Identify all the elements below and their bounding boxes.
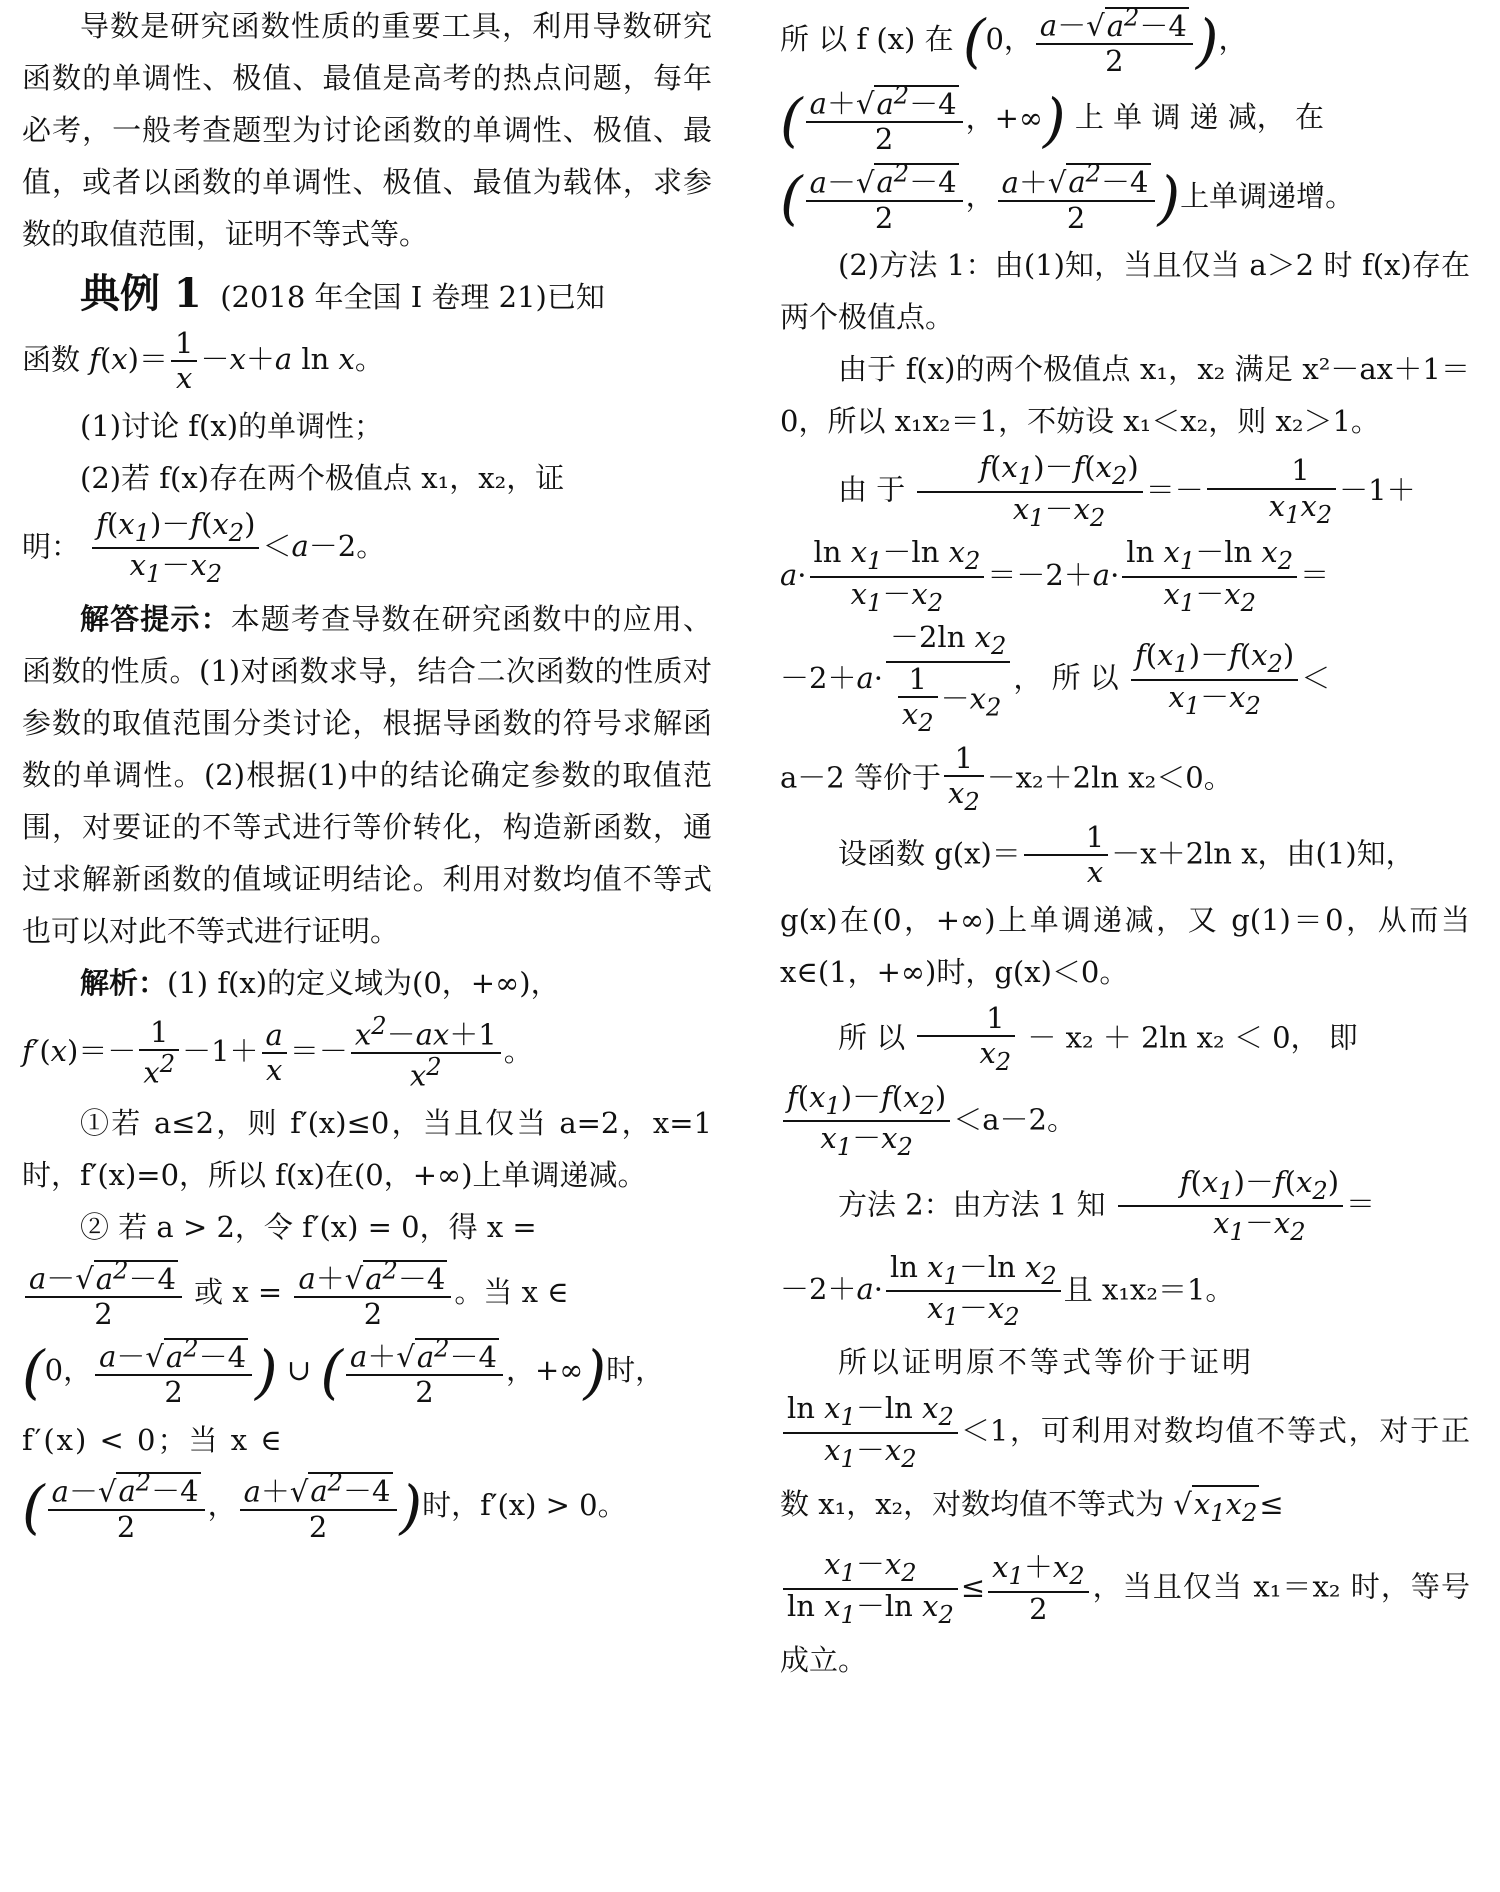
- increasing-text: 上单调递增。: [1180, 178, 1355, 213]
- hint-text: 本题考查导数在研究函数中的应用、函数的性质。(1)对函数求导，结合二次函数的性质对参数的取值范围分类讨论，根据导函数的符号求解函数的单调性。(2)根据(1)中的结论确定参数的取值范围，对要证的不等式进行等价转化，构造新函数，通过求解新函数的值域证明结论。利用对数均值不等式也可以对此不等式进行证明。: [22, 601, 712, 948]
- target-inequality: $\frac{f(x_1)-f(x_2)}{x_1-x_2}$ ＜a－2。: [89, 529, 385, 563]
- method-1-roots: 由于 f(x)的两个极值点 x₁，x₂ 满足 x²－ax＋1＝0，所以 x₁x₂＝1，不妨设 x₁＜x₂，则 x₂＞1。: [780, 352, 1470, 439]
- method-1-equiv-end: －x₂＋2ln x₂＜0。: [986, 760, 1233, 795]
- so-f-in: 所 以 f (x) 在 (0， $\frac{a-√a^2-4}{2}$ )，: [780, 3, 1248, 78]
- method-2-intro: 方法 2：由方法 1 知 $\frac{f(x_1)-f(x_2)}{x_1-x_2}$ ＝: [838, 1164, 1376, 1247]
- case-2-prefix: ② 若 a > 2，令 f′(x) = 0，得 x =: [80, 1209, 537, 1244]
- method-2-inequality-chain: $\frac{x_1-x_2}{\ln x_1-\ln x_2}$ ≤ $\frac{x_1+x_2}{2}$ ，当且仅当 x₁＝x₂ 时，等号成立。: [780, 1547, 1470, 1678]
- method-2-log-mean-text: ＜1，可利用对数均值不等式，对于正数 x₁，x₂，对数均值不等式为: [780, 1413, 1470, 1522]
- analysis-line: [22, 957, 712, 1009]
- intro-paragraph: 导数是研究函数性质的重要工具，利用导数研究函数的单调性、极值、最值是高考的热点问题，每年必考，一般考查题型为讨论函数的单调性、极值、最值，或者以函数的单调性、极值、最值为载体，求参数的取值范围，证明不等式等。: [22, 9, 712, 251]
- method-1-final-label: 所 以: [838, 1020, 906, 1055]
- method-1-expansion: 由 于 $\frac{f(x_1)-f(x_2)}{x_1-x_2}$ ＝－ $\frac{1}{x_1x_2}$ －1＋: [838, 450, 1416, 532]
- case-1: ①若 a≤2，则 f′(x)≤0，当且仅当 a=2，x=1 时，f′(x)=0，所以 f(x)在(0，+∞)上单调递减。: [22, 1105, 712, 1192]
- case-2-when: 。当 x ∈: [454, 1275, 569, 1310]
- example-header: [22, 268, 712, 323]
- method-2-equality: ，当且仅当 x₁＝x₂ 时，等号成立。: [780, 1569, 1470, 1678]
- analysis-text: (1) f(x)的定义域为(0，+∞)，: [167, 965, 560, 1000]
- case-2-or: 或 x =: [194, 1275, 283, 1310]
- decreasing-text: 上 单 调 递 减， 在: [1074, 100, 1324, 135]
- hint-label: 解答提示：: [80, 601, 231, 636]
- method-1-expansion-2: a· $\frac{\ln x_1-\ln x_2}{x_1-x_2}$ ＝－2＋a· $\frac{\ln x_1-\ln x_2}{x_1-x_2}$ ＝: [780, 535, 1330, 617]
- method-1-so: 所 以: [1051, 660, 1119, 695]
- analysis-label: 解析：: [80, 965, 168, 1000]
- case-2-decreasing-interval: (0， $\frac{a-√a^2-4}{2}$ ) ∪ ( $\frac{a+√a^2-4}{2}$ ，+∞)时，: [22, 1334, 665, 1410]
- method-1-intro: (2)方法 1：由(1)知，当且仅当 a＞2 时 f(x)存在两个极值点。: [780, 248, 1470, 335]
- case-2-increasing-interval: ( $\frac{a-√a^2-4}{2}$ ， $\frac{a+√a^2-4}{2}$ )时，f′(x) > 0。: [22, 1468, 627, 1544]
- method-1-equivalence: a－2 等价于 $\frac{1}{x_2}$ －x₂＋2ln x₂＜0。: [780, 740, 1233, 817]
- method-2-and: 且 x₁x₂＝1。: [1063, 1272, 1235, 1307]
- method-1-due: 由 于: [838, 472, 906, 507]
- left-column: [22, 0, 712, 1548]
- so-f-in-text: 所 以 f (x) 在: [780, 22, 954, 57]
- problem-statement: [22, 327, 712, 396]
- method-1-g-end: －x＋2ln x，由(1)知，: [1111, 836, 1415, 871]
- derivative-formula: f′(x)＝－ $\frac{1}{x^2}$ －1＋ $\frac{a}{x}$ ＝－ $\frac{x^2-ax+1}{x^2}$ 。: [22, 1011, 533, 1093]
- method-1-equiv: a－2 等价于: [780, 760, 941, 795]
- method-2-expression: －2＋a· $\frac{\ln x_1-\ln x_2}{x_1-x_2}$ 且 x₁x₂＝1。: [780, 1249, 1235, 1332]
- hint-paragraph: [22, 593, 712, 957]
- decreasing-line: ( $\frac{a+√a^2-4}{2}$ ，+∞) 上 单 调 递 减， 在: [780, 81, 1324, 157]
- case-2-negative: f′(x) < 0；当 x ∈: [22, 1422, 284, 1457]
- part-2-prove: [22, 508, 712, 589]
- method-1-final: 所 以 $\frac{1}{x_2}$ － x₂ ＋ 2ln x₂ ＜ 0， 即: [838, 1000, 1358, 1076]
- problem-prefix: 函数: [22, 342, 81, 377]
- right-column: [780, 0, 1470, 1695]
- method-1-expansion-3: －2＋a· －2ln $x_2$ $\frac{1}{x_2}$ $-x_2$ ， 所 以 $\frac{f(x_1)-f(x_2)}{x_1-x_2}$ ＜: [780, 620, 1331, 738]
- part-2: (2)若 f(x)存在两个极值点 x₁，x₂，证: [80, 460, 565, 495]
- method-2-equivalent: 所以证明原不等式等价于证明: [838, 1345, 1255, 1380]
- case-2-roots: $\frac{a-√a^2-4}{2}$ 或 x = $\frac{a+√a^2-4}{2}$ 。当 x ∈: [22, 1257, 712, 1331]
- method-1-final-end: ＜a－2。: [953, 1102, 1076, 1137]
- case-2-then: 时，: [606, 1353, 665, 1388]
- case-2-positive: 时，f′(x) > 0。: [422, 1487, 627, 1522]
- increasing-line: ( $\frac{a-√a^2-4}{2}$ ， $\frac{a+√a^2-4}{2}$ )上单调递增。: [780, 159, 1355, 235]
- method-2-log-mean: $\frac{\ln x_1-\ln x_2}{x_1-x_2}$ ＜1，可利用对数均值不等式，对于正数 x₁，x₂，对数均值不等式为 $√x_1x_2\le$: [780, 1391, 1470, 1528]
- example-source: (2018 年全国 I 卷理 21)已知: [220, 280, 605, 314]
- part-1: (1)讨论 f(x)的单调性；: [80, 408, 384, 443]
- example-label: 典例 1: [80, 270, 202, 317]
- method-1-g: 设函数 g(x)＝: [838, 836, 1021, 871]
- method-2-label: 方法 2：由方法 1 知: [838, 1187, 1106, 1222]
- prove-label: 明：: [22, 529, 81, 564]
- function-definition: f(x)＝ $\frac{1}{x}$ －x＋a ln x。: [89, 326, 384, 396]
- method-1-g-monotone: g(x)在(0，+∞)上单调递减，又 g(1)＝0，从而当 x∈(1，+∞)时，g(x)＜0。: [780, 902, 1470, 989]
- method-1-conclusion: $\frac{f(x_1)-f(x_2)}{x_1-x_2}$ ＜a－2。: [780, 1081, 1470, 1162]
- method-1-g-def: 设函数 g(x)＝ $\frac{1}{x}$ －x＋2ln x，由(1)知，: [838, 819, 1415, 890]
- method-1-final-mid: － x₂ ＋ 2ln x₂ ＜ 0， 即: [1027, 1020, 1358, 1055]
